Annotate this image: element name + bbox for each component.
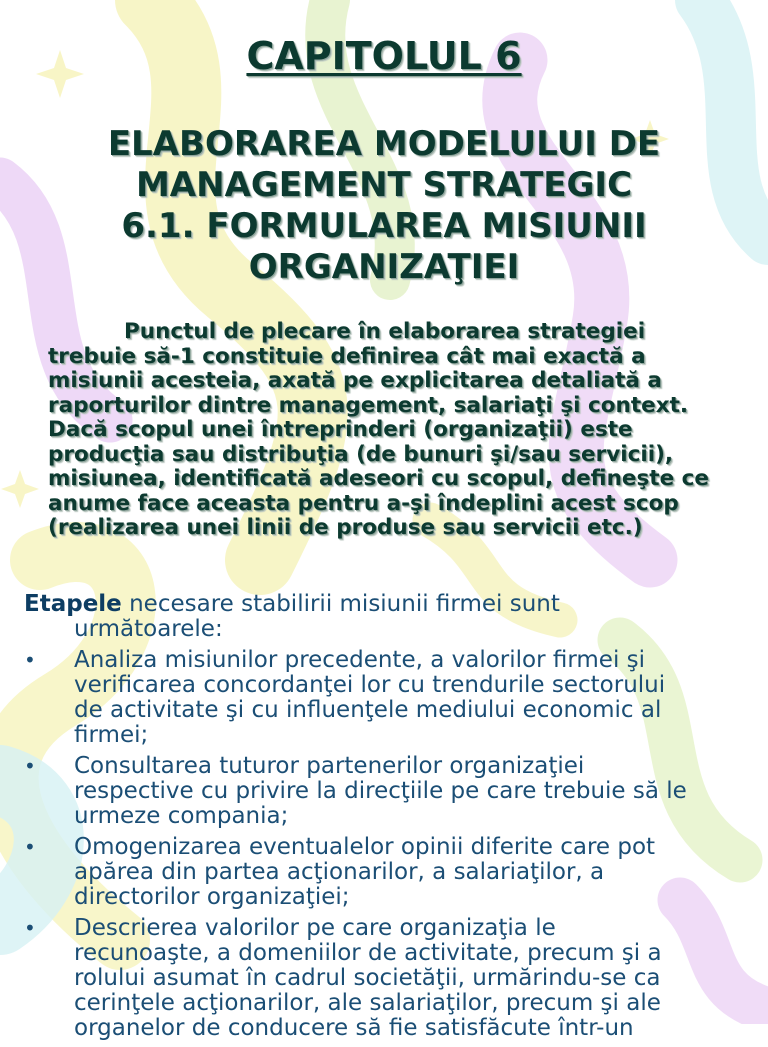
steps-lead-line xyxy=(24,592,768,617)
steps-lead xyxy=(24,592,768,642)
intro-line: Punctul de plecare în elaborarea strategiei xyxy=(124,319,646,344)
list-item xyxy=(24,754,768,829)
list-item-line: rolului asumat în cadrul societăţii, urmărindu-se ca xyxy=(74,965,661,991)
list-item-line: organelor de conducere să fie satisfăcute într-un xyxy=(74,1015,634,1041)
intro-line: anume face aceasta pentru a-şi îndeplini acest scop xyxy=(48,490,679,516)
title-line: ORGANIZAŢIEI xyxy=(248,247,520,287)
steps-lead-text: necesare stabilirii misiunii firmei sunt xyxy=(121,591,560,617)
section-title xyxy=(20,124,748,288)
intro-line: Dacă scopul unei întreprinderi (organizaţii) este xyxy=(48,417,633,442)
list-item-line: urmeze compania; xyxy=(74,803,289,829)
intro-line: producţia sau distribuţia (de bunuri şi/sau servicii), xyxy=(48,441,674,467)
list-item-line: firmei; xyxy=(74,722,149,748)
list-item xyxy=(24,916,768,1041)
steps-list xyxy=(24,648,768,1041)
title-line: 6.1. FORMULAREA MISIUNII xyxy=(121,206,647,246)
intro-line: raporturilor dintre management, salariaţi şi context. xyxy=(48,392,689,418)
list-item-line: Analiza misiunilor precedente, a valorilor firmei şi xyxy=(74,647,646,673)
list-item xyxy=(24,648,768,748)
list-item-line: apărea din partea acţionarilor, a salariaţilor, a xyxy=(74,859,605,885)
list-item xyxy=(24,835,768,910)
intro-line: (realizarea unei linii de produse sau servicii etc.) xyxy=(48,515,643,540)
list-item-line: verificarea concordanţei lor cu trendurile sectorului xyxy=(74,672,666,698)
steps-lead-line: următoarele: xyxy=(74,616,223,642)
list-item-line: respective cu privire la direcţiile pe care trebuie să le xyxy=(74,778,687,804)
intro-line: trebuie să-1 constituie definirea cât mai exactă a xyxy=(48,343,646,369)
title-line: ELABORAREA MODELULUI DE xyxy=(107,124,661,164)
intro-line: misiunii acesteia, axată pe explicitarea detaliată a xyxy=(48,368,662,393)
steps-section xyxy=(24,592,768,1047)
list-item-line: de activitate şi cu influenţele mediului economic al xyxy=(74,697,662,723)
steps-keyword: Etapele xyxy=(24,591,122,617)
chapter-heading: CAPITOLUL 6 xyxy=(246,34,522,78)
list-item-line: cerinţele acţionarilor, ale salariaţilor, precum şi ale xyxy=(74,990,661,1016)
intro-line: misiunea, identificată adeseori cu scopul, defineşte ce xyxy=(48,466,709,491)
list-item-line: Descrierea valorilor pe care organizaţia le xyxy=(74,915,556,941)
intro-paragraph xyxy=(48,320,753,541)
bullet-icon: • xyxy=(24,835,36,859)
bullet-icon: • xyxy=(24,648,36,672)
list-item-line: recunoaşte, a domeniilor de activitate, precum şi a xyxy=(74,940,662,966)
bullet-icon: • xyxy=(24,916,36,940)
title-line: MANAGEMENT STRATEGIC xyxy=(135,165,633,205)
list-item-line: directorilor organizaţiei; xyxy=(74,884,350,910)
list-item-line: Omogenizarea eventualelor opinii diferite care pot xyxy=(74,834,656,860)
list-item-line: Consultarea tuturor partenerilor organizaţiei xyxy=(74,753,585,779)
bullet-icon: • xyxy=(24,754,36,778)
